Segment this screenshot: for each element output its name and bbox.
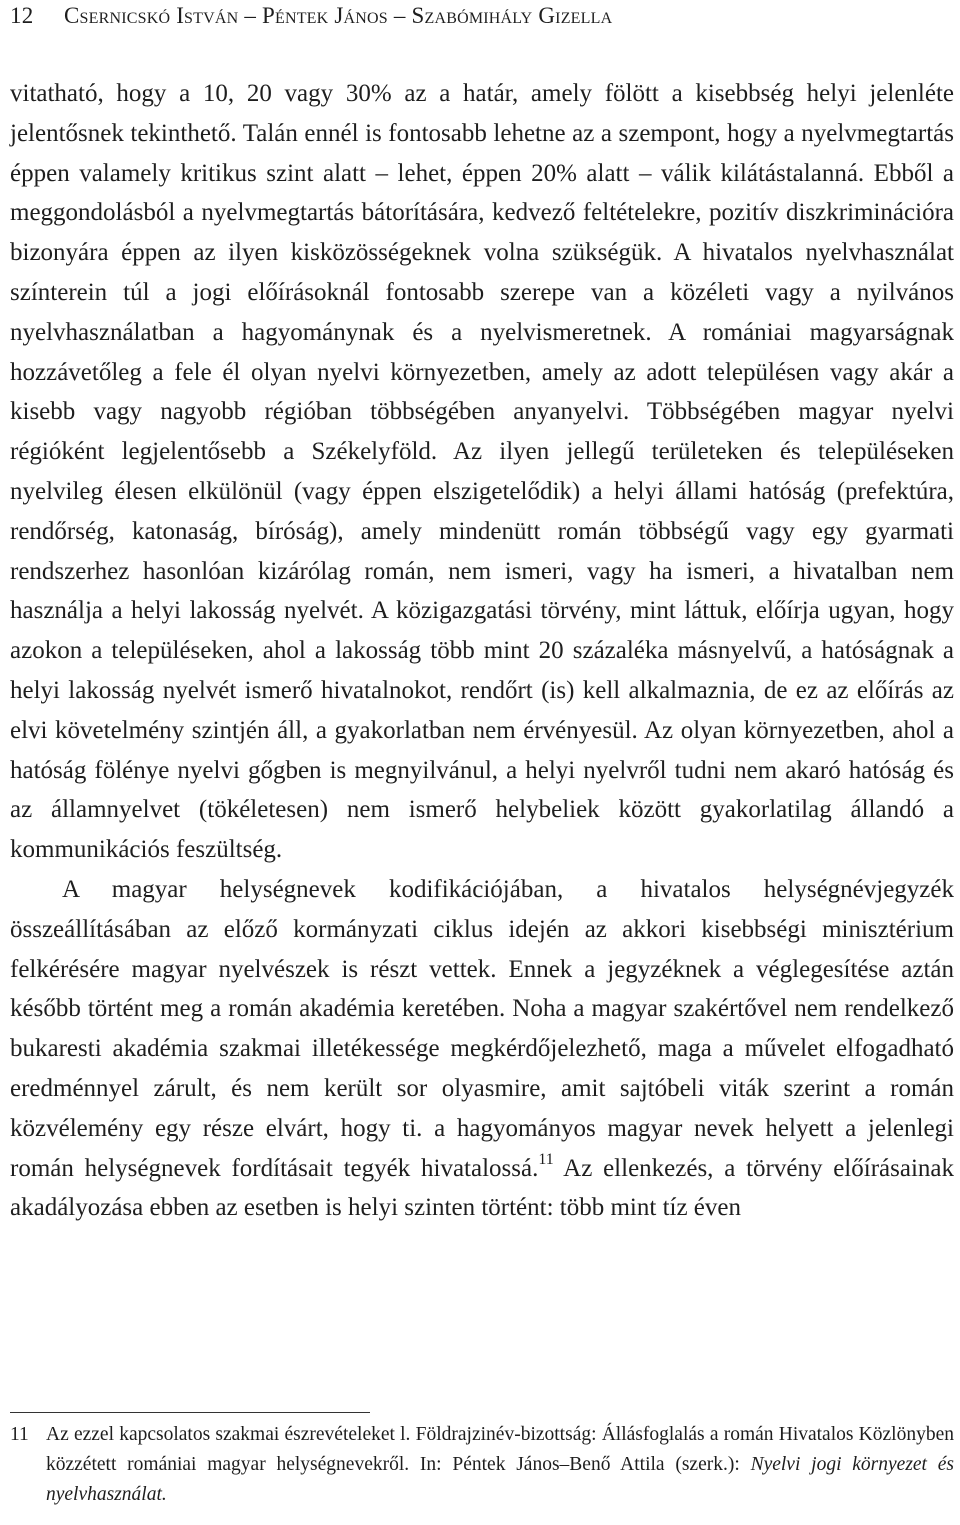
footnote-separator: [10, 1412, 370, 1413]
paragraph-2-continuation: Az ellenkezés, a törvény előírásainak akadályozása ebben az esetben is helyi szinten történt: több mint tíz éven: [10, 1154, 954, 1222]
footnote-reference[interactable]: 11: [538, 1151, 554, 1169]
page-number: 12: [10, 3, 34, 28]
footnote: [10, 1420, 954, 1509]
running-head: [10, 2, 612, 30]
paragraph-2-text: A magyar helységnevek kodifikációjában, a hivatalos helységnévjegyzék összeállításában az előző kormányzati ciklus idején az akkori kisebbségi minisztérium felkérésére magyar nyelvészek is részt vettek. Ennek a jegyzéknek a véglegesítése aztán később történt meg a román akadémia keretében. Noha a magyar szakértővel nem rendelkező bukaresti akadémia szakmai illetékessége megkérdőjelezhető, maga a művelet elfogadható eredménnyel zárult, és nem került sor olyasmire, amit sajtóbeli viták szerint a román közvélemény egy része elvárt, hogy ti. a hagyományos magyar nevek helyett a jelenlegi román helységnevek fordításait tegyék hivatalossá.: [10, 875, 954, 1182]
footnote-cited-title: Nyelvi jogi környezet és nyelvhasználat.: [46, 1453, 954, 1505]
paragraph-1: vitatható, hogy a 10, 20 vagy 30% az a határ, amely fölött a kisebbség helyi jelenléte jelentősnek tekinthető. Talán ennél is fontosabb lehetne az a szempont, hogy a nyelvmegtartás éppen valamely kritikus szint alatt – lehet, éppen 20% alatt – válik kilátástalanná. Ebből a meggondolásból a nyelvmegtartás bátorítására, kedvező feltételekre, pozitív diszkriminációra bizonyára éppen az ilyen kisközösségeknek volna szükségük. A hivatalos nyelvhasználat színterein túl a jogi előírásoknál fontosabb szerepe van a közéleti vagy a nyilvános nyelvhasználatban a hagyománynak és a nyelvismeretnek. A romániai magyarságnak hozzávetőleg a fele él olyan nyelvi környezetben, amely az adott településen vagy akár a kisebb vagy nagyobb régióban többségében anyanyelvi. Többségében magyar nyelvi régióként legjelentősebb a Székelyföld. Az ilyen jellegű területeken és településeken nyelvileg élesen elkülönül (vagy éppen elszigetelődik) a helyi állami hatóság (prefektúra, rendőrség, katonaság, bíróság), amely mindenütt román többségű vagy egy gyarmati rendszerhez hasonlóan kizárólag román, nem ismeri, vagy ha ismeri, a hivatalban nem használja a helyi lakosság nyelvét. A közigazgatási törvény, mint láttuk, előírja ugyan, hogy azokon a településeken, ahol a lakosság több mint 20 százaléka másnyelvű, a hatóságnak a helyi lakosság nyelvét ismerő hivatalnokot, rendőrt (is) kell alkalmaznia, de ez az előírás az elvi követelmény szintjén áll, a gyakorlatban nem érvényesül. Az olyan környezetben, ahol a hatóság fölénye nyelvi gőgben is megnyilvánul, a helyi nyelvről tudni nem akaró hatóság és az államnyelvet (tökéletesen) nem ismerő helybeliek között gyakorlatilag állandó a kommunikációs feszültség.: [10, 80, 954, 864]
paragraph-2: [10, 870, 954, 1228]
footnote-text: [46, 1420, 954, 1509]
footnote-number: 11: [10, 1424, 29, 1445]
running-head-authors: Csernicskó István – Péntek János – Szabómihály Gizella: [64, 3, 613, 28]
document-page: [10, 0, 954, 1525]
body-text: [10, 74, 954, 1228]
footnote-body: Az ezzel kapcsolatos szakmai észrevételeket l. Földrajzinév-bizottság: Állásfoglalás a román Hivatalos Közlönyben közzétett romániai magyar helységnevekről. In: Péntek János–Benő Attila (szerk.):: [46, 1424, 954, 1475]
